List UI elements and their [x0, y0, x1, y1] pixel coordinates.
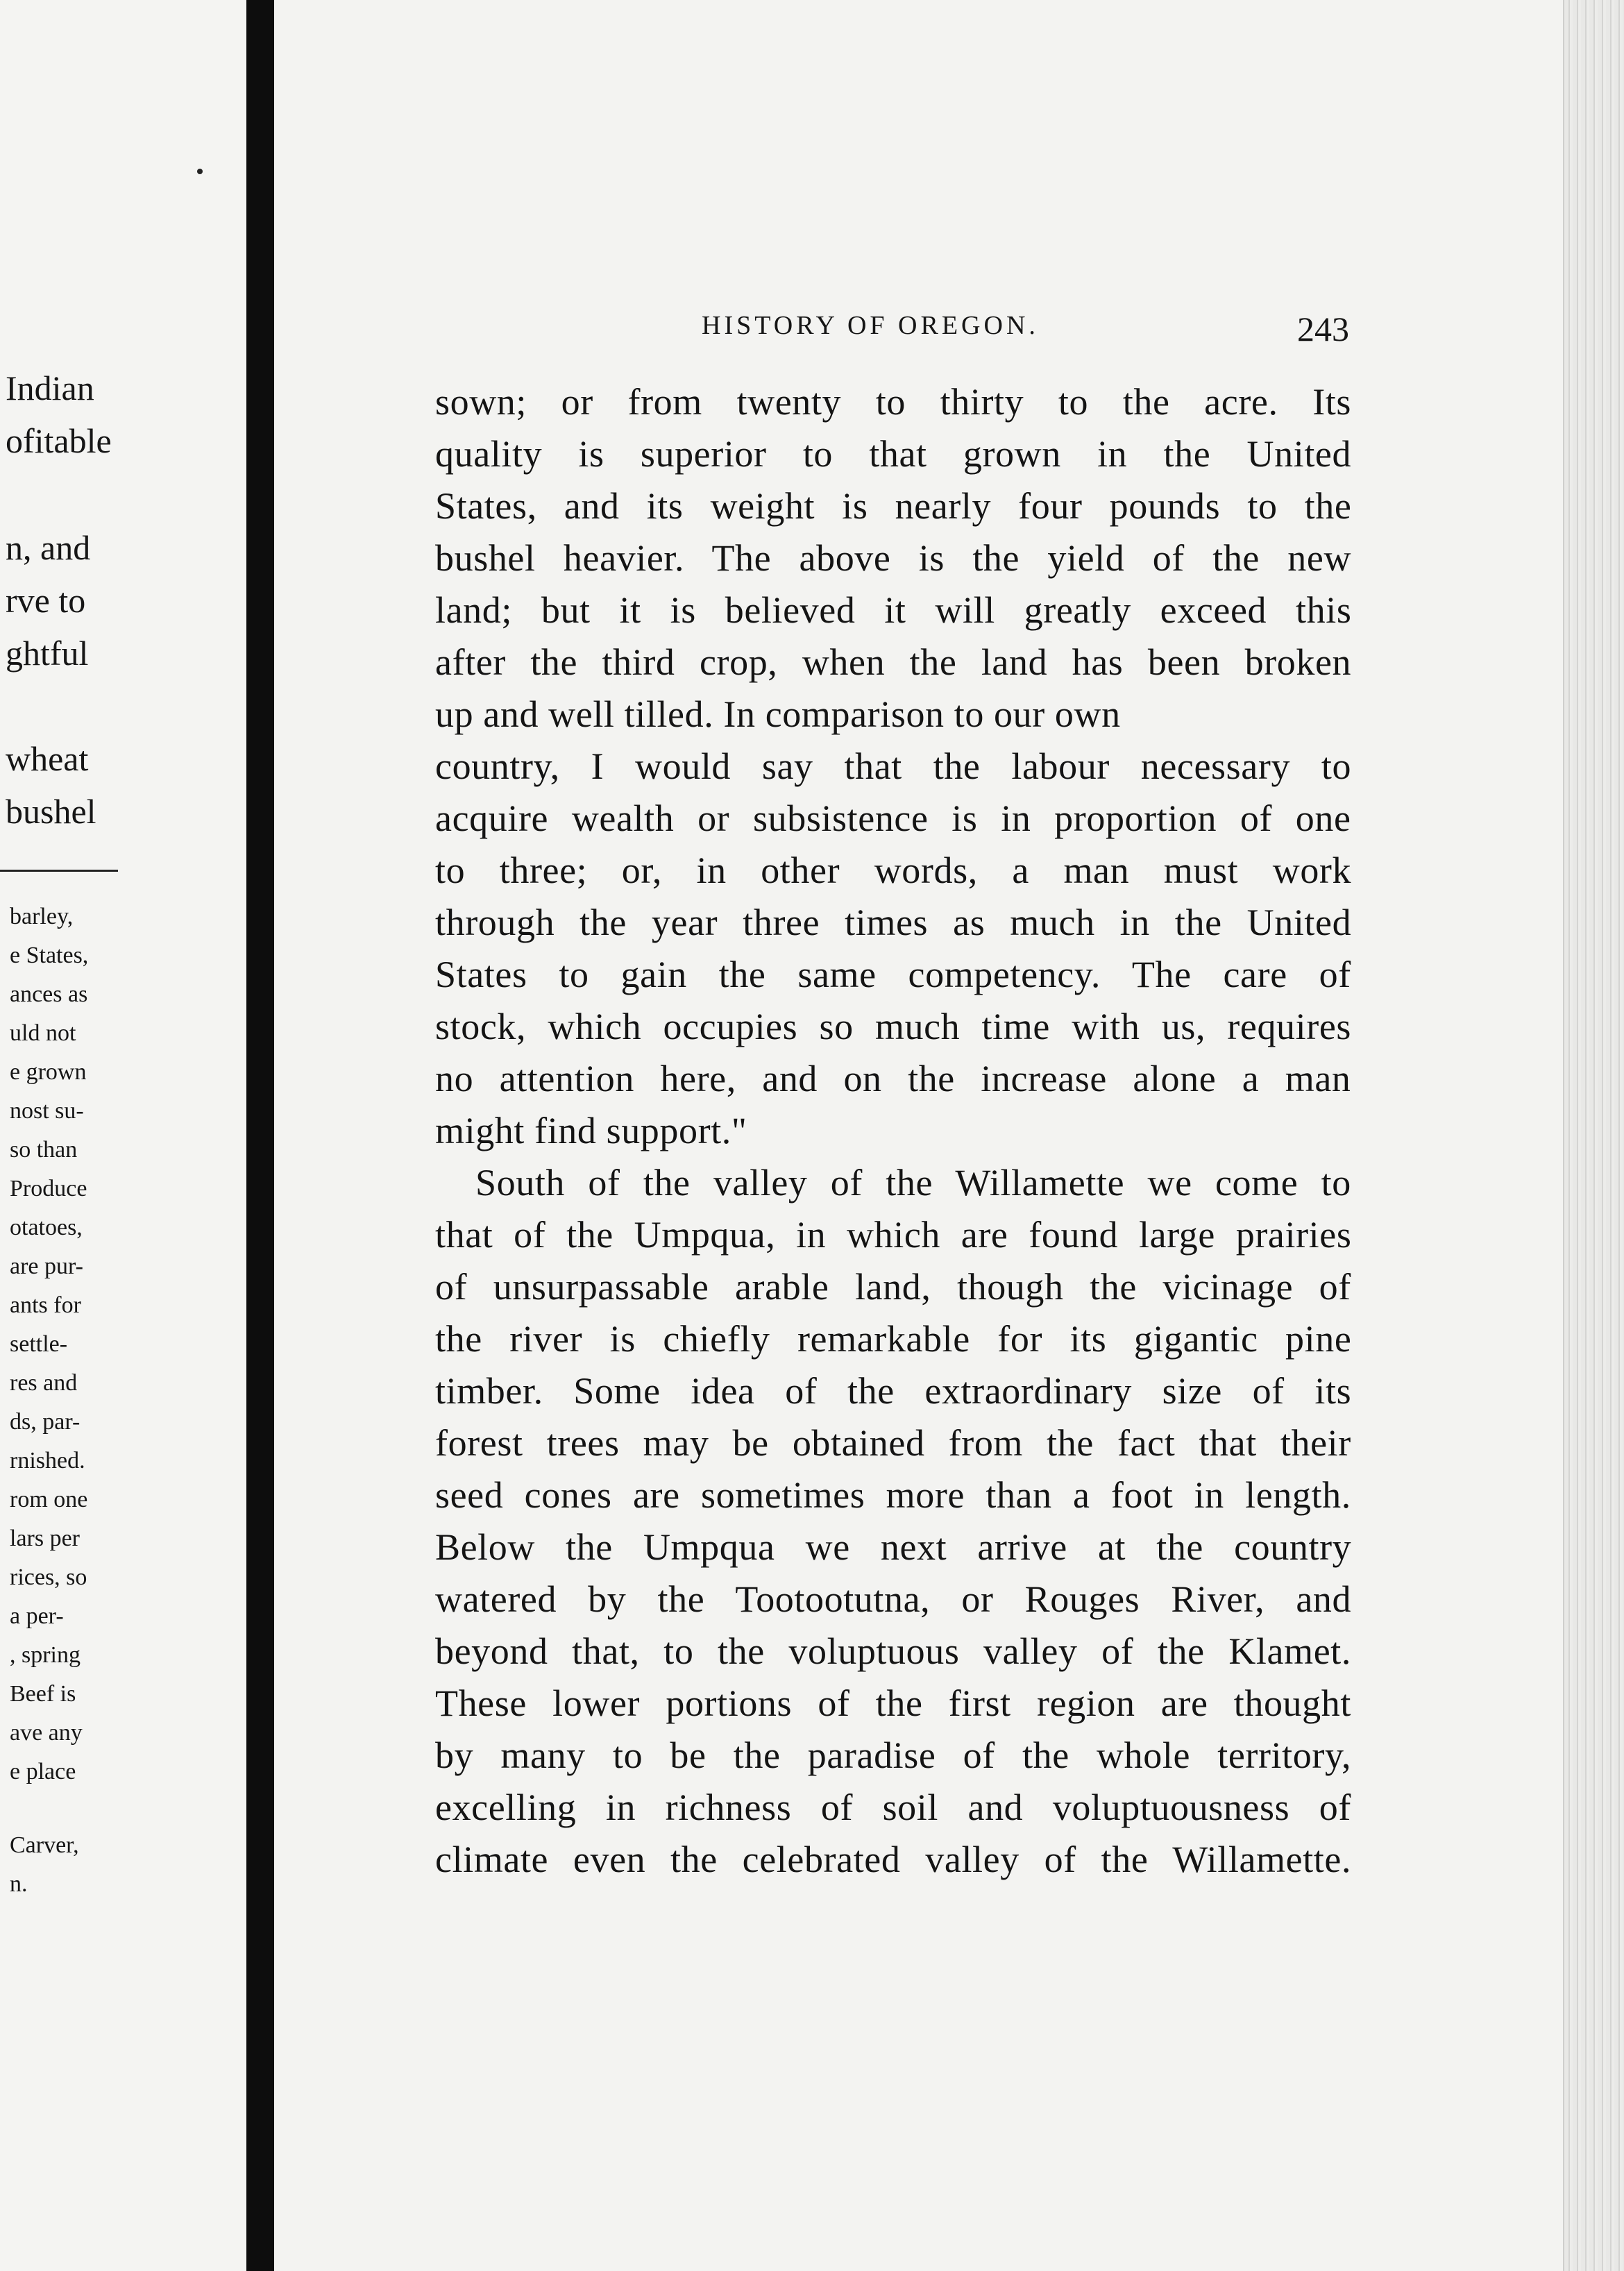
- body-text-line: up and well tilled. In comparison to our own: [435, 693, 1121, 735]
- left-footnote-line: Produce: [10, 1176, 87, 1201]
- book-gutter: [246, 0, 274, 2271]
- body-text-line: sown; or from twenty to thirty to the acre. Its: [435, 381, 1352, 423]
- left-facing-page: [0, 0, 246, 2271]
- left-footnote-line: barley,: [10, 904, 74, 929]
- left-footnote-line: , spring: [10, 1642, 81, 1668]
- page-number: 243: [1297, 310, 1349, 348]
- body-text-line: watered by the Tootootutna, or Rouges River, and: [435, 1578, 1352, 1620]
- left-footnote-line: settle-: [10, 1331, 68, 1357]
- left-footnote-line: e States,: [10, 943, 89, 968]
- left-footnote-line: ds, par-: [10, 1409, 81, 1435]
- footnote-rule: [0, 870, 118, 872]
- body-text-line: land; but it is believed it will greatly exceed this: [435, 589, 1352, 631]
- left-text-line: ghtful: [6, 634, 89, 673]
- body-text-line: might find support.": [435, 1110, 747, 1151]
- left-footnote-line: rnished.: [10, 1448, 85, 1474]
- left-footnote-line: uld not: [10, 1020, 76, 1046]
- body-text-line: Below the Umpqua we next arrive at the country: [435, 1526, 1352, 1568]
- body-text-line: after the third crop, when the land has been broken: [435, 641, 1352, 683]
- right-page: [274, 0, 1624, 2271]
- left-footnote-line: Beef is: [10, 1681, 76, 1707]
- left-text-line: rve to: [6, 581, 86, 620]
- left-footnote-line: rom one: [10, 1487, 88, 1512]
- left-footnote-line: nost su-: [10, 1098, 84, 1124]
- body-text-line: South of the valley of the Willamette we come to: [475, 1162, 1351, 1204]
- left-text-line: wheat: [6, 739, 89, 778]
- body-text-line: These lower portions of the first region are thought: [435, 1682, 1351, 1724]
- body-text-line: that of the Umpqua, in which are found large prairies: [435, 1214, 1352, 1256]
- left-footnote-line: e place: [10, 1759, 76, 1784]
- ink-speck: [197, 169, 203, 174]
- body-text-line: quality is superior to that grown in the United: [435, 433, 1352, 475]
- left-footnote-line: lars per: [10, 1526, 81, 1551]
- left-footnote-line: rices, so: [10, 1564, 87, 1590]
- body-text-line: through the year three times as much in the United: [435, 902, 1352, 943]
- page-edges: [1563, 0, 1624, 2271]
- body-text-line: climate even the celebrated valley of the Willamette.: [435, 1839, 1352, 1880]
- left-footnote-line: Carver,: [10, 1832, 79, 1858]
- body-text-line: beyond that, to the voluptuous valley of the Klamet.: [435, 1630, 1351, 1672]
- running-header: HISTORY OF OREGON.: [702, 311, 1039, 340]
- body-text-line: forest trees may be obtained from the fact that their: [435, 1422, 1351, 1464]
- body-text-line: States, and its weight is nearly four pounds to the: [435, 485, 1352, 527]
- left-footnote-line: ave any: [10, 1720, 83, 1746]
- left-footnote-line: are pur-: [10, 1253, 83, 1279]
- body-text-line: States to gain the same competency. The care of: [435, 954, 1351, 995]
- left-footnote-line: ances as: [10, 981, 88, 1007]
- body-text-line: acquire wealth or subsistence is in proportion of one: [435, 797, 1351, 839]
- left-footnote-line: so than: [10, 1137, 78, 1163]
- body-text-line: stock, which occupies so much time with us, requires: [435, 1006, 1352, 1047]
- left-text-line: bushel: [6, 792, 96, 831]
- body-text-line: of unsurpassable arable land, though the vicinage of: [435, 1266, 1351, 1308]
- left-text-line: n, and: [6, 528, 91, 567]
- left-footnote-line: n.: [10, 1871, 28, 1897]
- left-footnote-line: otatoes,: [10, 1215, 83, 1240]
- left-footnote-line: ants for: [10, 1292, 81, 1318]
- body-text-line: bushel heavier. The above is the yield of the new: [435, 537, 1352, 579]
- body-text-line: by many to be the paradise of the whole territory,: [435, 1734, 1352, 1776]
- body-text-line: excelling in richness of soil and voluptuousness of: [435, 1787, 1351, 1828]
- body-text-line: country, I would say that the labour necessary to: [435, 745, 1352, 787]
- body-text-line: no attention here, and on the increase alone a man: [435, 1058, 1351, 1099]
- body-text-line: to three; or, in other words, a man must work: [435, 850, 1352, 891]
- left-footnote-line: a per-: [10, 1603, 64, 1629]
- left-footnote-line: e grown: [10, 1059, 87, 1085]
- body-text-line: timber. Some idea of the extraordinary size of its: [435, 1370, 1352, 1412]
- left-footnote-line: res and: [10, 1370, 78, 1396]
- body-text-line: the river is chiefly remarkable for its gigantic pine: [435, 1318, 1352, 1360]
- left-text-line: Indian: [6, 369, 94, 407]
- left-text-line: ofitable: [6, 421, 112, 460]
- body-text-line: seed cones are sometimes more than a foot in length.: [435, 1474, 1351, 1516]
